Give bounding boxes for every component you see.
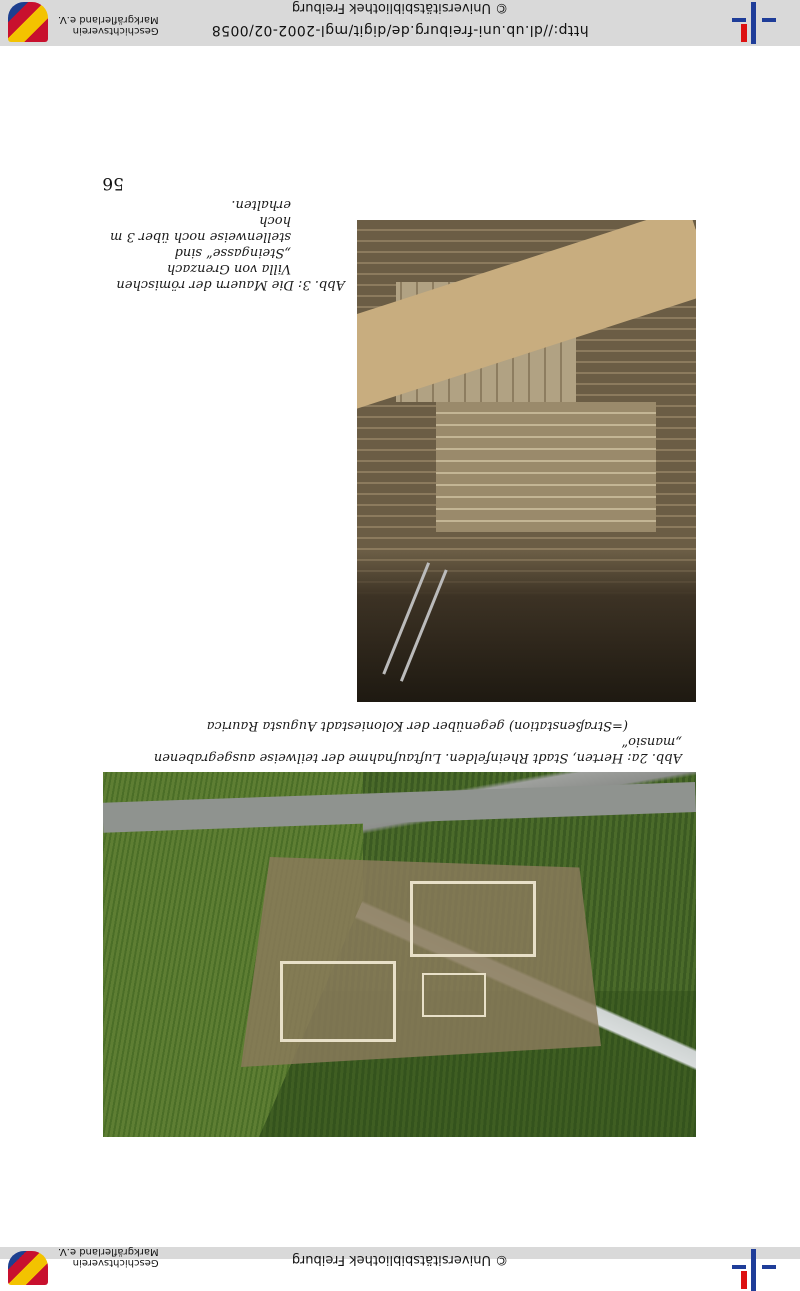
document-url-link[interactable]: http://dl.ub.uni-freiburg.de/digit/mgl-2002-02/0058 <box>211 22 589 38</box>
coat-of-arms-icon[interactable] <box>8 2 48 42</box>
header-copyright: © Universitätsbibliothek Freiburg <box>291 1252 509 1267</box>
society-line2: Markgräflerland e.V. <box>58 14 159 25</box>
society-line1: Geschichtsverein <box>72 1257 159 1268</box>
caption-2a-line2: (=Straßenstation) gegenüber der Koloniestadt Augusta Raurica <box>206 718 628 733</box>
header-bar <box>0 1246 800 1268</box>
society-line2: Markgräflerland e.V. <box>58 1246 159 1257</box>
society-line1: Geschichtsverein <box>72 25 159 36</box>
caption-figure-2a <box>122 717 682 765</box>
caption-2a-line1: Abb. 2a: Herten, Stadt Rheinfelden. Luftaufnahme der teilweise ausgegrabenen „mansio“ <box>153 734 682 765</box>
page-number: 56 <box>102 173 124 193</box>
footer-bar <box>0 0 800 46</box>
caption-3-line2: Villa von Grenzach „Steingasse“ sind <box>166 245 291 276</box>
photo-roman-villa-walls <box>357 220 696 702</box>
header-society <box>58 1246 159 1268</box>
caption-3-line3: stellenweise noch über 3 m hoch <box>110 213 291 244</box>
footer-society <box>58 14 159 36</box>
aerial-photo-mansio <box>103 772 696 1137</box>
coat-of-arms-icon <box>8 1251 48 1285</box>
caption-figure-3 <box>100 196 345 292</box>
footer-copyright: © Universitätsbibliothek Freiburg <box>291 0 509 15</box>
caption-3-line1: Abb. 3: Die Mauern der römischen <box>116 277 345 292</box>
ub-freiburg-logo-icon <box>732 1249 776 1291</box>
caption-3-line4: erhalten. <box>231 197 291 212</box>
